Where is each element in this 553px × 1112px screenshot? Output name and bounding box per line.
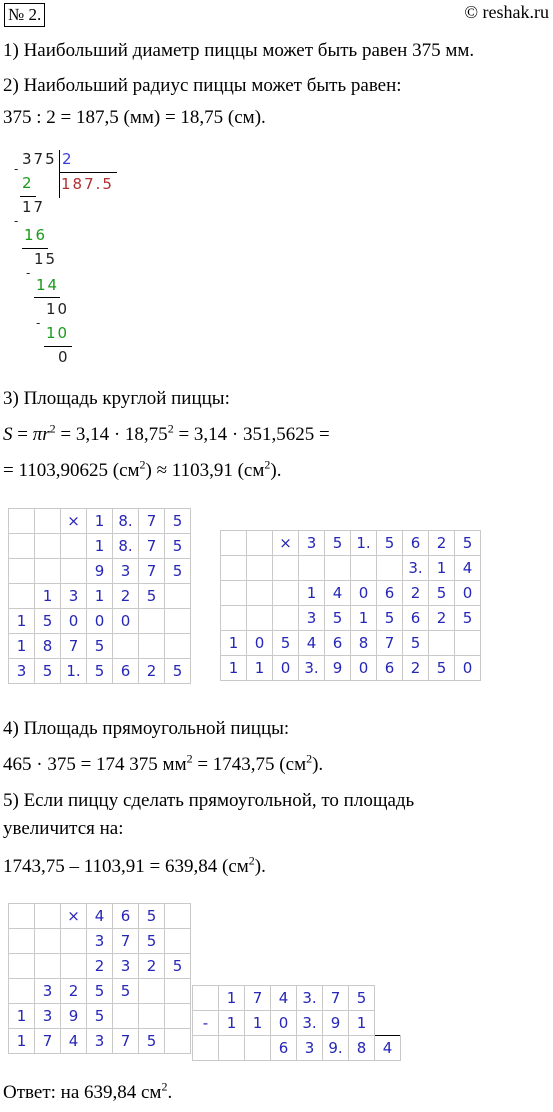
- grid-cell: 2: [429, 606, 455, 631]
- grid-cell: 3.: [297, 1011, 323, 1036]
- sup-2: 2: [167, 421, 174, 436]
- grid-cell: 1.: [351, 531, 377, 556]
- grid-cell: 1: [221, 631, 247, 656]
- grid-cell: 0: [273, 656, 299, 681]
- grid-cell: 1: [221, 656, 247, 681]
- grid-cell: 5: [139, 929, 165, 954]
- grid-cell: 5: [139, 1029, 165, 1054]
- grid-cell: 5: [165, 534, 191, 559]
- grid-cell: 8: [349, 1036, 375, 1061]
- grid-cell: 0: [271, 1011, 297, 1036]
- grid-cell: 4: [299, 631, 325, 656]
- grid-cell: 8: [351, 631, 377, 656]
- ld-minus-4: -: [36, 316, 43, 330]
- grid-cell: 0: [87, 609, 113, 634]
- grid-cell: 3: [9, 659, 35, 684]
- grid-cell: 2: [61, 979, 87, 1004]
- grid-cell: 8: [35, 634, 61, 659]
- math-part: = 1103,90625 (см: [3, 460, 140, 481]
- line-8: [3, 751, 324, 776]
- grid-cell: 3.: [403, 556, 429, 581]
- grid-cell: 1: [219, 1011, 245, 1036]
- grid-cell: 5: [325, 531, 351, 556]
- grid-cell: 9: [61, 1004, 87, 1029]
- grid-cell: 5: [35, 609, 61, 634]
- grid-cell: 1: [219, 986, 245, 1011]
- grid-cell: 0: [61, 609, 87, 634]
- ld-step-1: 2: [22, 174, 34, 192]
- grid-cell: ×: [61, 509, 87, 534]
- math-part: 1743,75 – 1103,91 = 639,84 (см: [3, 856, 249, 877]
- line-4: 3) Площадь круглой пиццы:: [3, 388, 230, 409]
- grid-cell: 5: [87, 659, 113, 684]
- grid-cell: 7: [323, 986, 349, 1011]
- ld-rule-4: [44, 346, 72, 347]
- grid-cell: 5: [165, 509, 191, 534]
- line-7: 4) Площадь прямоугольной пиццы:: [3, 718, 290, 739]
- grid-cell: 5: [403, 631, 429, 656]
- ld-vertical-rule: [59, 150, 60, 198]
- math-pir: πr: [32, 424, 50, 445]
- ld-dividend: 375: [22, 150, 57, 168]
- ld-step-3: 16: [24, 226, 48, 244]
- grid-cell: 1: [351, 606, 377, 631]
- answer-line: [3, 1079, 173, 1104]
- grid-cell: -: [193, 1011, 219, 1036]
- grid-cell: 6: [403, 606, 429, 631]
- grid-cell: 4: [61, 1029, 87, 1054]
- grid-cell: 6: [403, 531, 429, 556]
- grid-cell: 1: [247, 656, 273, 681]
- grid-cell: 2: [87, 954, 113, 979]
- grid-cell: 3: [297, 1036, 323, 1061]
- ld-rule-1: [20, 196, 36, 197]
- grid-cell: 0: [351, 656, 377, 681]
- math-part: ) ≈ 1103,91 (см: [145, 460, 265, 481]
- grid-cell: 7: [139, 509, 165, 534]
- grid-cell: 3: [113, 559, 139, 584]
- grid-cell: 5: [325, 606, 351, 631]
- grid-cell: 5: [113, 979, 139, 1004]
- grid-cell: 9: [87, 559, 113, 584]
- grid-cell: 0: [113, 609, 139, 634]
- grid-cell: 3: [35, 1004, 61, 1029]
- grid-cell: 5: [429, 581, 455, 606]
- grid-cell: 3: [299, 606, 325, 631]
- ld-horizontal-rule: [59, 172, 117, 173]
- line-10: увеличится на:: [3, 818, 124, 839]
- grid-cell: 7: [377, 631, 403, 656]
- grid-cell: 1: [87, 584, 113, 609]
- ld-minus-3: -: [26, 266, 33, 280]
- grid-cell: 2: [139, 659, 165, 684]
- grid-cell: 1: [9, 1004, 35, 1029]
- grid-cell: 5: [377, 531, 403, 556]
- grid-cell: 2: [429, 531, 455, 556]
- ld-step-2: 17: [22, 198, 46, 216]
- math-part: = 3,14 · 351,5625 =: [173, 424, 330, 445]
- multiplication-grid-1: [8, 508, 191, 684]
- grid-cell: 2: [403, 581, 429, 606]
- line-1: 1) Наибольший диаметр пиццы может быть равен 375 мм.: [3, 40, 475, 61]
- grid-cell: 5: [87, 634, 113, 659]
- grid-cell: 5: [349, 986, 375, 1011]
- grid-cell: 5: [139, 584, 165, 609]
- grid-cell: ×: [273, 531, 299, 556]
- grid-cell: 4: [375, 1036, 401, 1061]
- line-2: 2) Наибольший радиус пиццы может быть равен:: [3, 75, 402, 96]
- grid-cell: 7: [139, 534, 165, 559]
- sup-2: 2: [49, 421, 56, 436]
- task-number: № 2.: [4, 3, 45, 27]
- line-5: [3, 421, 330, 446]
- ld-step-5: 14: [36, 276, 60, 294]
- grid-cell: 1: [9, 634, 35, 659]
- grid-cell: 7: [113, 929, 139, 954]
- grid-cell: 0: [247, 631, 273, 656]
- line-3: 375 : 2 = 187,5 (мм) = 18,75 (см).: [3, 107, 266, 128]
- grid-cell: 3: [87, 929, 113, 954]
- grid-cell: 5: [377, 606, 403, 631]
- subtraction-grid: [192, 985, 401, 1061]
- grid-cell: 7: [245, 986, 271, 1011]
- grid-cell: 7: [139, 559, 165, 584]
- math-part: = 3,14 · 18,75: [55, 424, 168, 445]
- grid-cell: 5: [165, 659, 191, 684]
- site-watermark: © reshak.ru: [464, 2, 549, 22]
- grid-cell: 3: [113, 954, 139, 979]
- grid-cell: 0: [455, 656, 481, 681]
- grid-cell: 3.: [297, 986, 323, 1011]
- grid-cell: 5: [165, 559, 191, 584]
- grid-cell: 5: [273, 631, 299, 656]
- answer-text: Ответ: на 639,84 см: [3, 1082, 162, 1103]
- grid-cell: 6: [271, 1036, 297, 1061]
- sup-2: 2: [264, 457, 271, 472]
- grid-cell: 1: [245, 1011, 271, 1036]
- grid-cell: 1: [299, 581, 325, 606]
- ld-step-7: 10: [46, 324, 70, 342]
- grid-cell: 5: [87, 979, 113, 1004]
- grid-cell: 7: [35, 1029, 61, 1054]
- grid-cell: 9: [323, 1011, 349, 1036]
- ld-step-8: 0: [58, 348, 70, 366]
- grid-cell: 1.: [61, 659, 87, 684]
- line-9: 5) Если пиццу сделать прямоугольной, то площадь: [3, 790, 415, 811]
- grid-cell: 3.: [299, 656, 325, 681]
- grid-cell: 4: [271, 986, 297, 1011]
- grid-cell: 1: [9, 1029, 35, 1054]
- sup-2: 2: [248, 853, 255, 868]
- ld-rule-3: [34, 297, 60, 298]
- ld-quotient: 187.5: [61, 175, 114, 193]
- grid-cell: 5: [455, 531, 481, 556]
- grid-cell: 9.: [323, 1036, 349, 1061]
- sup-2: 2: [186, 751, 193, 766]
- ld-minus-1: -: [14, 162, 21, 176]
- sup-2: 2: [306, 751, 313, 766]
- grid-cell: 3: [299, 531, 325, 556]
- grid-cell: 5: [455, 606, 481, 631]
- grid-cell: 3: [61, 584, 87, 609]
- line-6: [3, 457, 282, 482]
- multiplication-grid-3: [8, 903, 191, 1054]
- math-s: S: [3, 424, 13, 445]
- grid-cell: 4: [455, 556, 481, 581]
- grid-cell: 1: [349, 1011, 375, 1036]
- grid-cell: ×: [61, 904, 87, 929]
- grid-cell: 6: [113, 659, 139, 684]
- grid-cell: 3: [87, 1029, 113, 1054]
- grid-cell: 4: [325, 581, 351, 606]
- grid-cell: 1: [87, 509, 113, 534]
- ld-rule-2: [22, 248, 48, 249]
- ld-step-4: 15: [34, 250, 58, 268]
- math-part: ).: [270, 460, 282, 481]
- grid-cell: 5: [429, 656, 455, 681]
- grid-cell: 5: [87, 1004, 113, 1029]
- grid-cell: 0: [455, 581, 481, 606]
- grid-cell: 1: [9, 609, 35, 634]
- line-11: [3, 853, 266, 878]
- grid-cell: 1: [429, 556, 455, 581]
- grid-cell: 7: [61, 634, 87, 659]
- grid-cell: 0: [351, 581, 377, 606]
- grid-cell: 1: [35, 584, 61, 609]
- sup-2: 2: [139, 457, 146, 472]
- grid-cell: 8.: [113, 509, 139, 534]
- sup-2: 2: [161, 1079, 168, 1094]
- ld-divisor: 2: [62, 150, 74, 168]
- ld-step-6: 10: [46, 300, 70, 318]
- grid-cell: 5: [139, 904, 165, 929]
- grid-cell: 2: [113, 584, 139, 609]
- grid-cell: 7: [113, 1029, 139, 1054]
- math-part: ).: [312, 754, 324, 775]
- grid-cell: 1: [87, 534, 113, 559]
- grid-cell: 6: [377, 656, 403, 681]
- math-eq: =: [12, 424, 33, 445]
- grid-cell: 5: [35, 659, 61, 684]
- grid-cell: 6: [325, 631, 351, 656]
- grid-cell: 6: [377, 581, 403, 606]
- grid-cell: 8.: [113, 534, 139, 559]
- grid-cell: 2: [139, 954, 165, 979]
- grid-cell: 5: [165, 954, 191, 979]
- grid-cell: 4: [87, 904, 113, 929]
- grid-cell: 9: [325, 656, 351, 681]
- ld-minus-2: -: [14, 214, 21, 228]
- answer-text: .: [167, 1082, 173, 1103]
- multiplication-grid-2: [220, 530, 481, 681]
- math-part: 465 · 375 = 174 375 мм: [3, 754, 187, 775]
- grid-cell: 3: [35, 979, 61, 1004]
- grid-cell: 2: [403, 656, 429, 681]
- math-part: = 1743,75 (см: [192, 754, 307, 775]
- math-part: ).: [254, 856, 266, 877]
- grid-cell: 6: [113, 904, 139, 929]
